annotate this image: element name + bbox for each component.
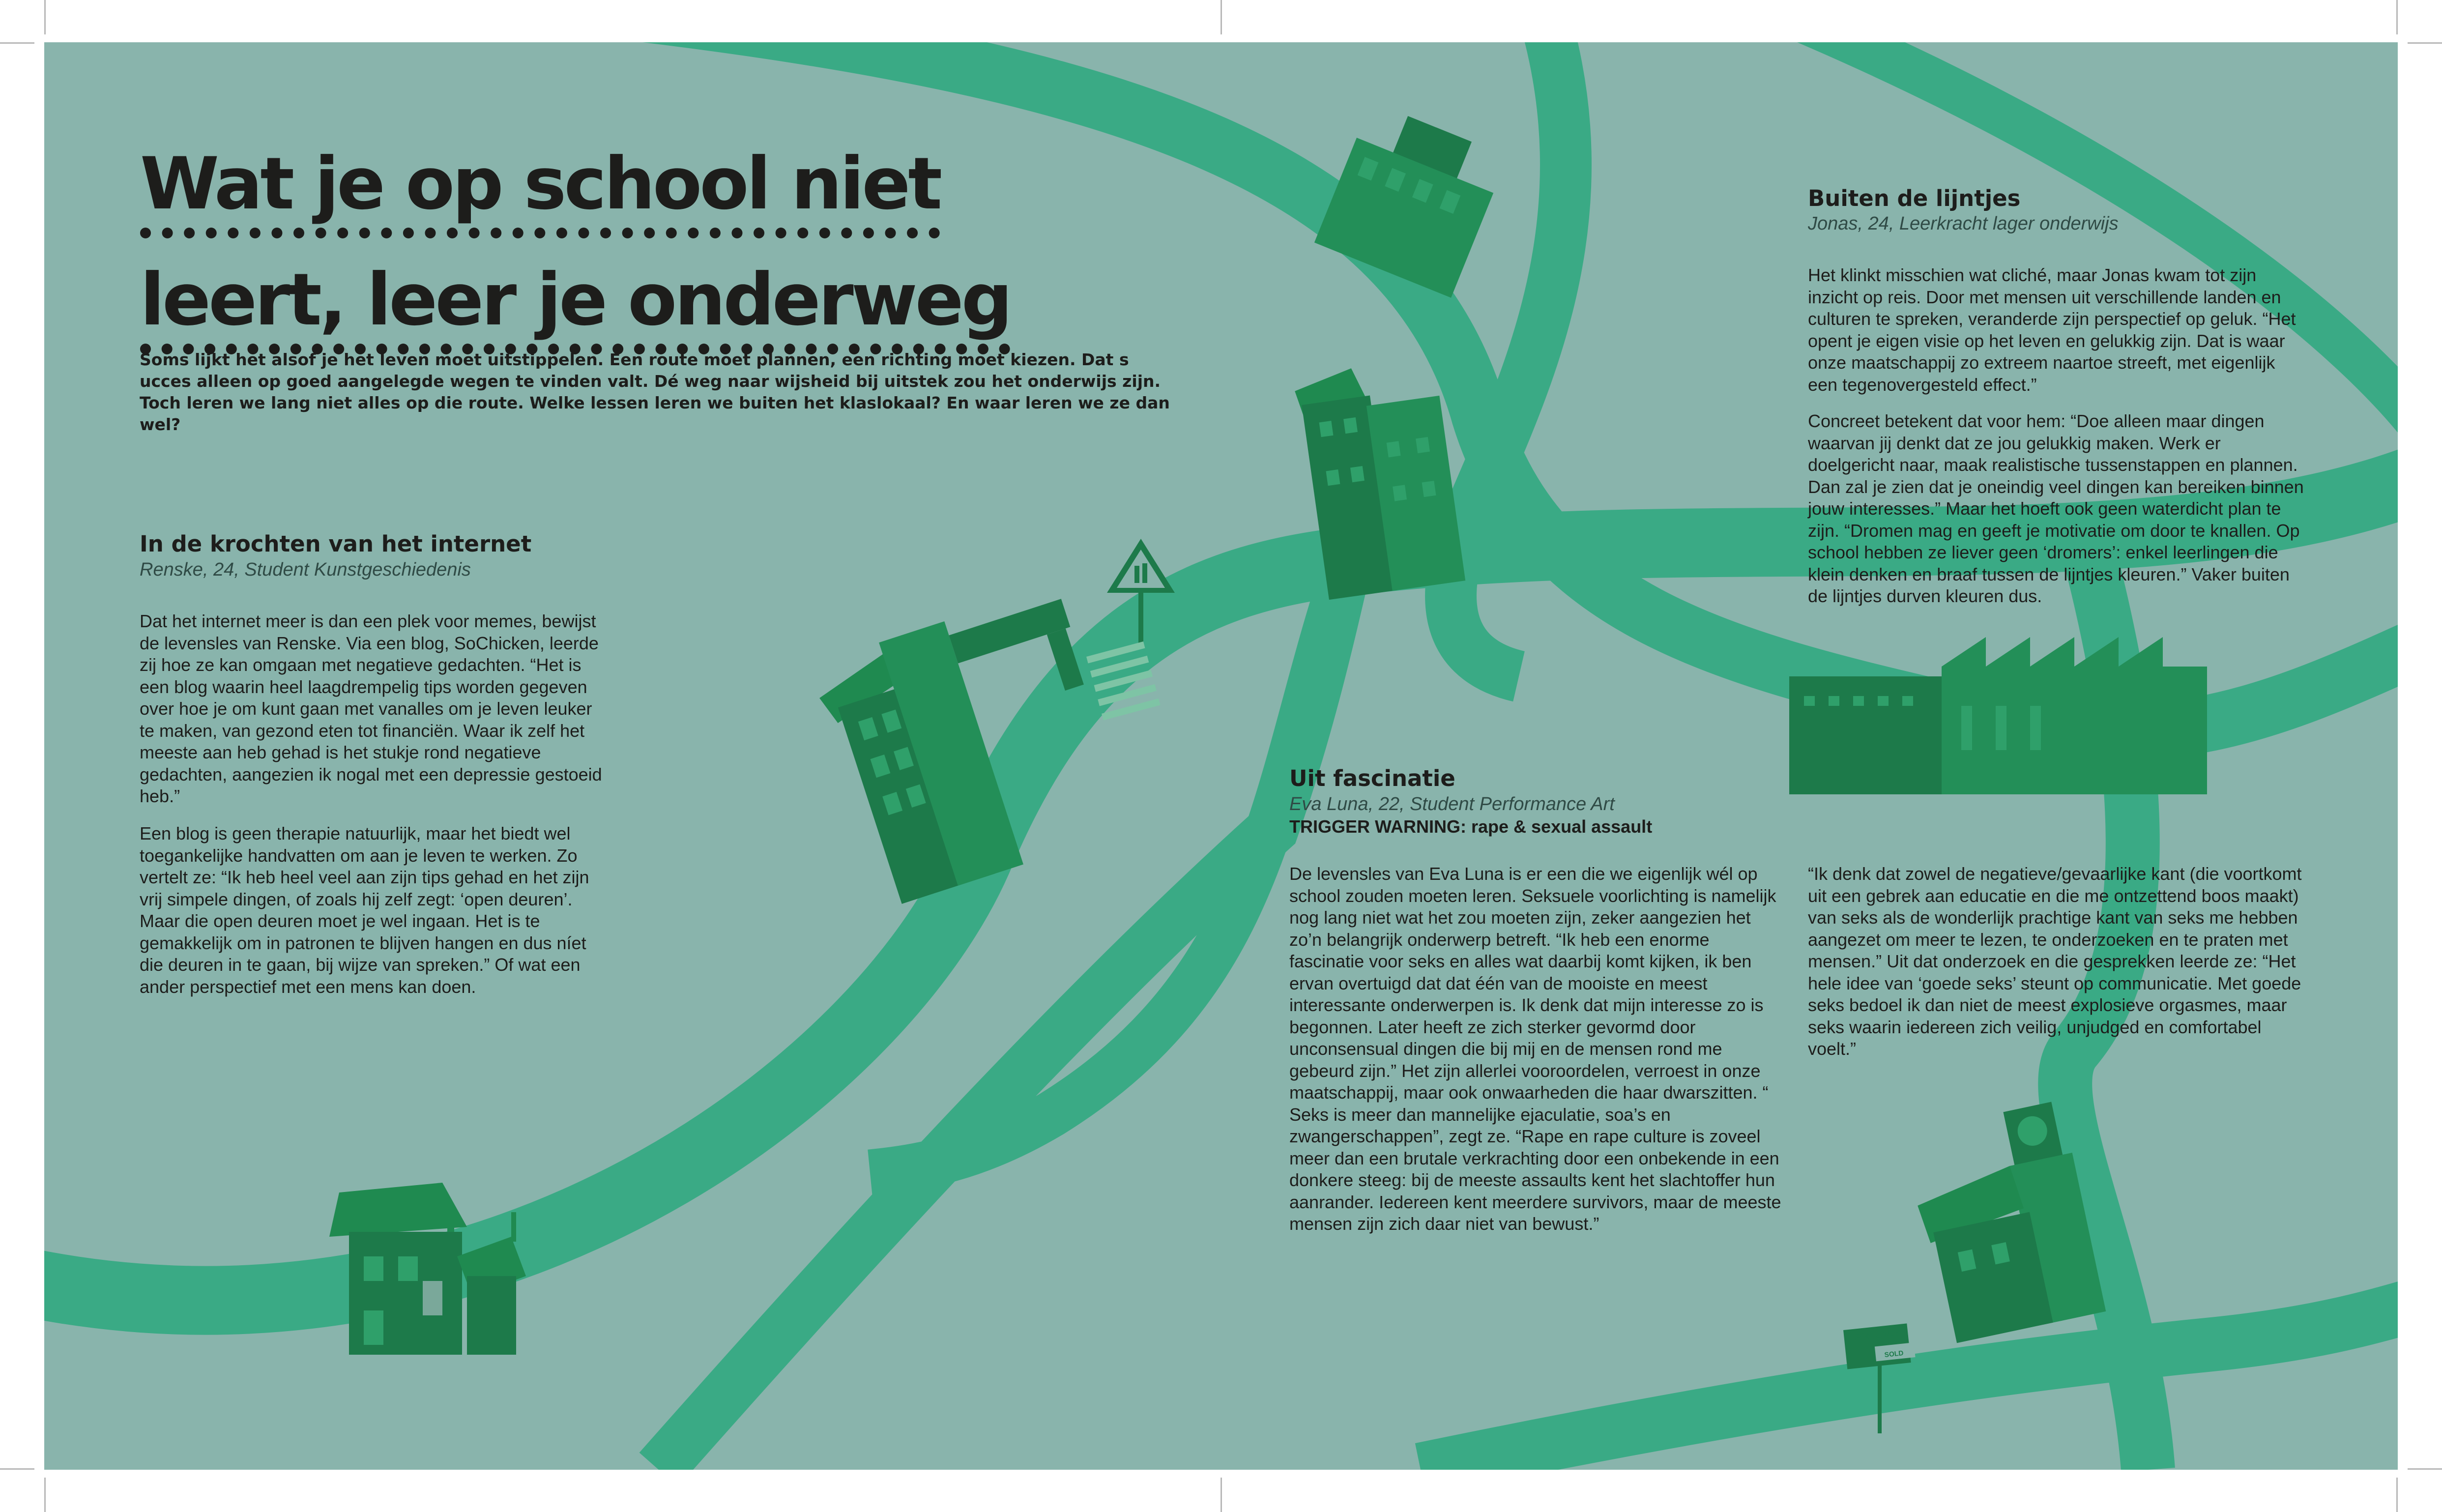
crop-mark [44,1478,46,1512]
road-left-curve [659,539,1352,1470]
sold-label: SOLD [1884,1349,1904,1359]
section-heading-lijntjes: Buiten de lijntjes [1808,185,2021,211]
section-paragraph-internet-2: Een blog is geen therapie natuurlijk, maar het biedt wel toegankelijke handvatten om aan je leven te werken. Zo vertelt ze: “Ik heb heel veel aan zijn tips gehad en het zijn vrij simpele dingen, of zoals hij zelf zegt: ‘open deuren’. Maar die open deuren moet je wel ingaan. Het is te gemakkelijk om in patronen te blijven hangen en dus níet die deuren in te gaan, bij wijze van spreken.” Of wat een ander perspectief met een mens kan doen. [140,823,589,997]
section-paragraph-lijntjes-2: Concreet betekent dat voor hem: “Doe alleen maar dingen waarvan jij denkt dat ze jou gelukkig maken. Werk er doelgericht naar, maak realistische tussenstappen en plannen. Dan zal je zien dat je oneindig veel dingen kan bereiken binnen jouw interesses.” Maar het hoeft ook geen waterdicht plan te zijn. “Dromen mag en geeft je motivatie om door te knallen. Op school hebben ze liever geen ‘dromers’: enkel leerlingen die klein denken en braaf tussen de lijntjes kleuren.” Vaker buiten de lijntjes durven kleuren dus. [1808,411,2304,606]
crop-mark [2396,0,2398,34]
crop-mark [0,1468,34,1470]
article-title [140,126,1221,358]
crop-mark [1221,0,1222,34]
section-byline-internet: Renske, 24, Student Kunstgeschiedenis [140,559,471,580]
title-line-1: Wat je op school niet [140,142,940,238]
section-byline-fascinatie: Eva Luna, 22, Student Performance Art [1289,794,1615,814]
section-paragraph-fascinatie-1: De levensles van Eva Luna is er een die we eigenlijk wél op school zouden moeten leren. Seksuele voorlichting is namelijk nog lang niet wat het zou moeten zijn, zeker aangezien het zo’n belangrijk onderwerp betreft. “Ik heb een enorme fascinatie voor seks en alles wat daarbij komt kijken, ik ben ervan overtuigd dat dat één van de mooiste en meest interessante onderwerpen is. Ik denk dat mijn interesse zo is begonnen. Later heeft ze zich sterker gevormd door unconsensual dingen die bij mij en de mensen rond me gebeurd zijn.” Het zijn allerlei vooroordelen, verroest in onze maatschappij, maar ook onwaarheden die haar dwarszitten. “ Seks is meer dan mannelijke ejaculatie, soa’s en zwangerschappen”, zegt ze. “Rape en rape culture is zoveel meer dan een brutale verkrachting door een onbekende in een donkere steeg: bij de meeste assaults kent het slachtoffer hun aanrander. Iedereen kent meerdere survivors, maar de meeste mensen zijn zich daar niet van bewust.” [1289,864,1781,1234]
crop-mark [1221,1478,1222,1512]
section-heading-internet: In de krochten van het internet [140,531,532,557]
section-heading-fascinatie: Uit fascinatie [1289,765,1455,791]
road-bottom-right [1421,1301,2398,1470]
crop-mark [44,0,46,34]
crop-mark [2408,42,2442,44]
magazine-spread [44,42,2398,1470]
crop-mark [2396,1478,2398,1512]
section-paragraph-fascinatie-2: “Ik denk dat zowel de negatieve/gevaarlijke kant (die voortkomt uit een gebrek aan educatie en die me ontzettend boos maakt) van seks als de wonderlijk prachtige kant van seks me hebben aangezet om meer te lezen, te onderzoeken en te praten met mensen.” Uit dat onderzoek en die gesprekken leerde ze: “Het hele idee van ‘goede seks’ steunt op communicatie. Met goede seks bedoel ik dan niet de meest explosieve orgasmes, maar seks waarin iedereen zich veilig, unjudged en comfortabel voelt.” [1808,864,2302,1059]
trigger-warning: TRIGGER WARNING: rape & sexual assault [1289,816,1653,837]
crop-mark [0,42,34,44]
section-byline-lijntjes: Jonas, 24, Leerkracht lager onderwijs [1808,213,2119,234]
section-paragraph-lijntjes-1: Het klinkt misschien wat cliché, maar Jonas kwam tot zijn inzicht op reis. Door met mensen uit verschillende landen en culturen te spreken, veranderde zijn perspectief op geluk. “Het opent je eigen visie op het leven en gelukkig zijn. Dat is waar onze maatschappij zo extreem naartoe streeft, met eigenlijk een tegenovergesteld effect.” [1808,265,2296,395]
building-icon [1314,101,1508,298]
for-sale-label: FOR SALE [1854,1328,1900,1342]
article-lead: Soms lijkt het alsof je het leven moet uitstippelen. Een route moet plannen, een richting moet kiezen. Dat s ucces alleen op goed aangelegde wegen te vinden valt. Dé weg naar wijsheid bij uitstek zou het onderwijs zijn. Toch leren we lang niet alles op die route. Welke lessen leren we buiten het klaslokaal? En waar leren we ze dan wel? [140,350,1170,434]
crop-mark [2408,1468,2442,1470]
title-line-2: leert, leer je onderweg [140,258,1010,354]
house-icon [329,1183,526,1355]
section-paragraph-internet-1: Dat het internet meer is dan een plek voor memes, bewijst de levensles van Renske. Via een blog, SoChicken, leerde zij hoe ze kan omgaan met negatieve gedachten. “Het is een blog waarin heel laagdrempelig tips worden gegeven over hoe je om kunt gaan met vanalles om je leven leuker te maken, van gezond eten tot financiën. Waar ik zelf het meeste aan heb gehad is het stukje rond negatieve gedachten, aangezien ik nogal met een depressie gestoeid heb.” [140,611,602,806]
